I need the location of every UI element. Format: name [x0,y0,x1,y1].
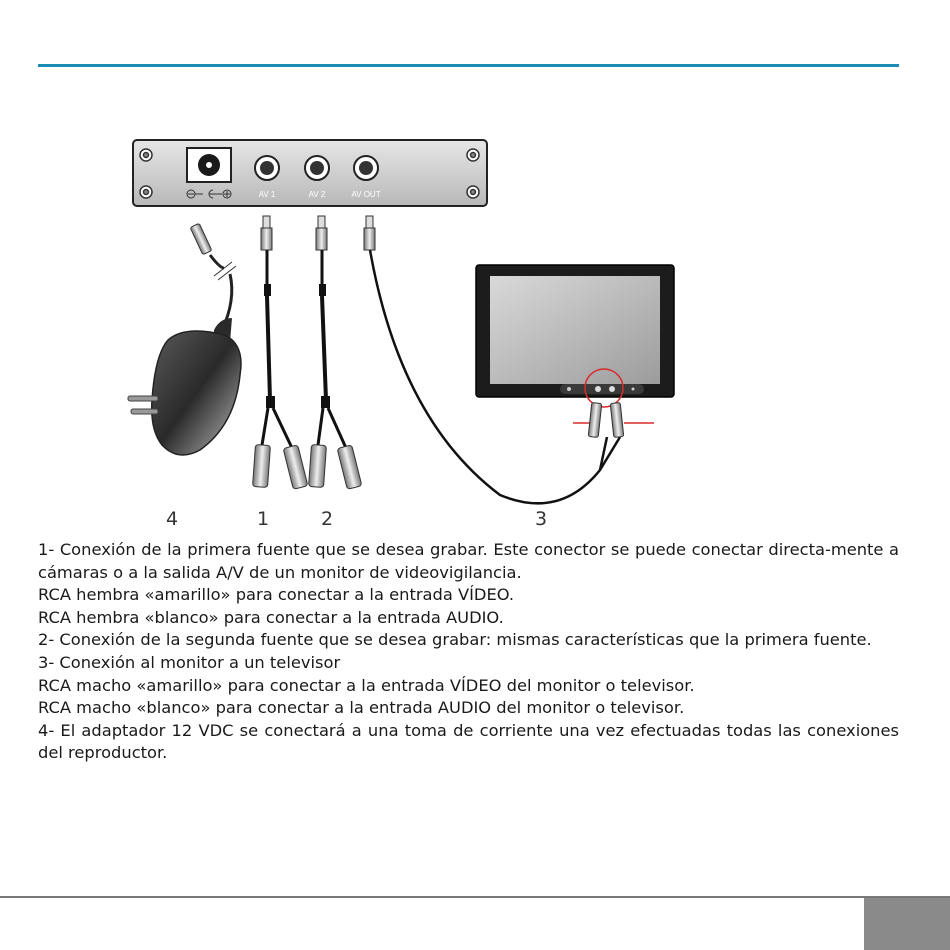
callout-4: 4 [166,508,179,530]
rca-female-plug-icon [253,444,308,489]
dc-plug-icon [190,223,212,254]
rca-female-plug-icon [309,444,362,489]
power-adapter [128,223,241,455]
port-label-avout: AV OUT [351,190,381,199]
callout-3: 3 [535,508,548,530]
cable-av1 [253,216,308,489]
paragraph: RCA hembra «amarillo» para conectar a la entrada VÍDEO. [38,585,515,605]
callout-2: 2 [321,508,334,530]
paragraph: RCA macho «amarillo» para conectar a la entrada VÍDEO del monitor o televisor. [38,675,695,695]
paragraph: 4- El adaptador 12 VDC se conectará a una toma de corriente una vez efectuadas todas las conexiones del reproductor. [38,720,899,763]
monitor [476,265,674,437]
cable-av2 [309,216,362,489]
paragraph: 1- Conexión de la primera fuente que se desea grabar. Este conector se puede conectar directa-mente a cámaras o a la salida A/V de un monitor de videovigilancia. [38,540,899,582]
footer-rule [0,896,950,898]
paragraph: RCA hembra «blanco» para conectar a la entrada AUDIO. [38,607,504,627]
page-number-tab [864,898,950,950]
paragraph: 3- Conexión al monitor a un televisor [38,652,341,672]
rca-male-plug-icon [588,403,623,438]
callout-1: 1 [257,508,270,530]
paragraph: 2- Conexión de la segunda fuente que se desea grabar: mismas características que la primera fuente. [38,630,872,650]
recorder-device [133,140,487,206]
port-label-av2: AV 2 [308,190,326,199]
port-label-av1: AV 1 [258,190,276,199]
instructions-text [38,539,899,765]
paragraph: RCA macho «blanco» para conectar a la entrada AUDIO del monitor o televisor. [38,698,685,718]
